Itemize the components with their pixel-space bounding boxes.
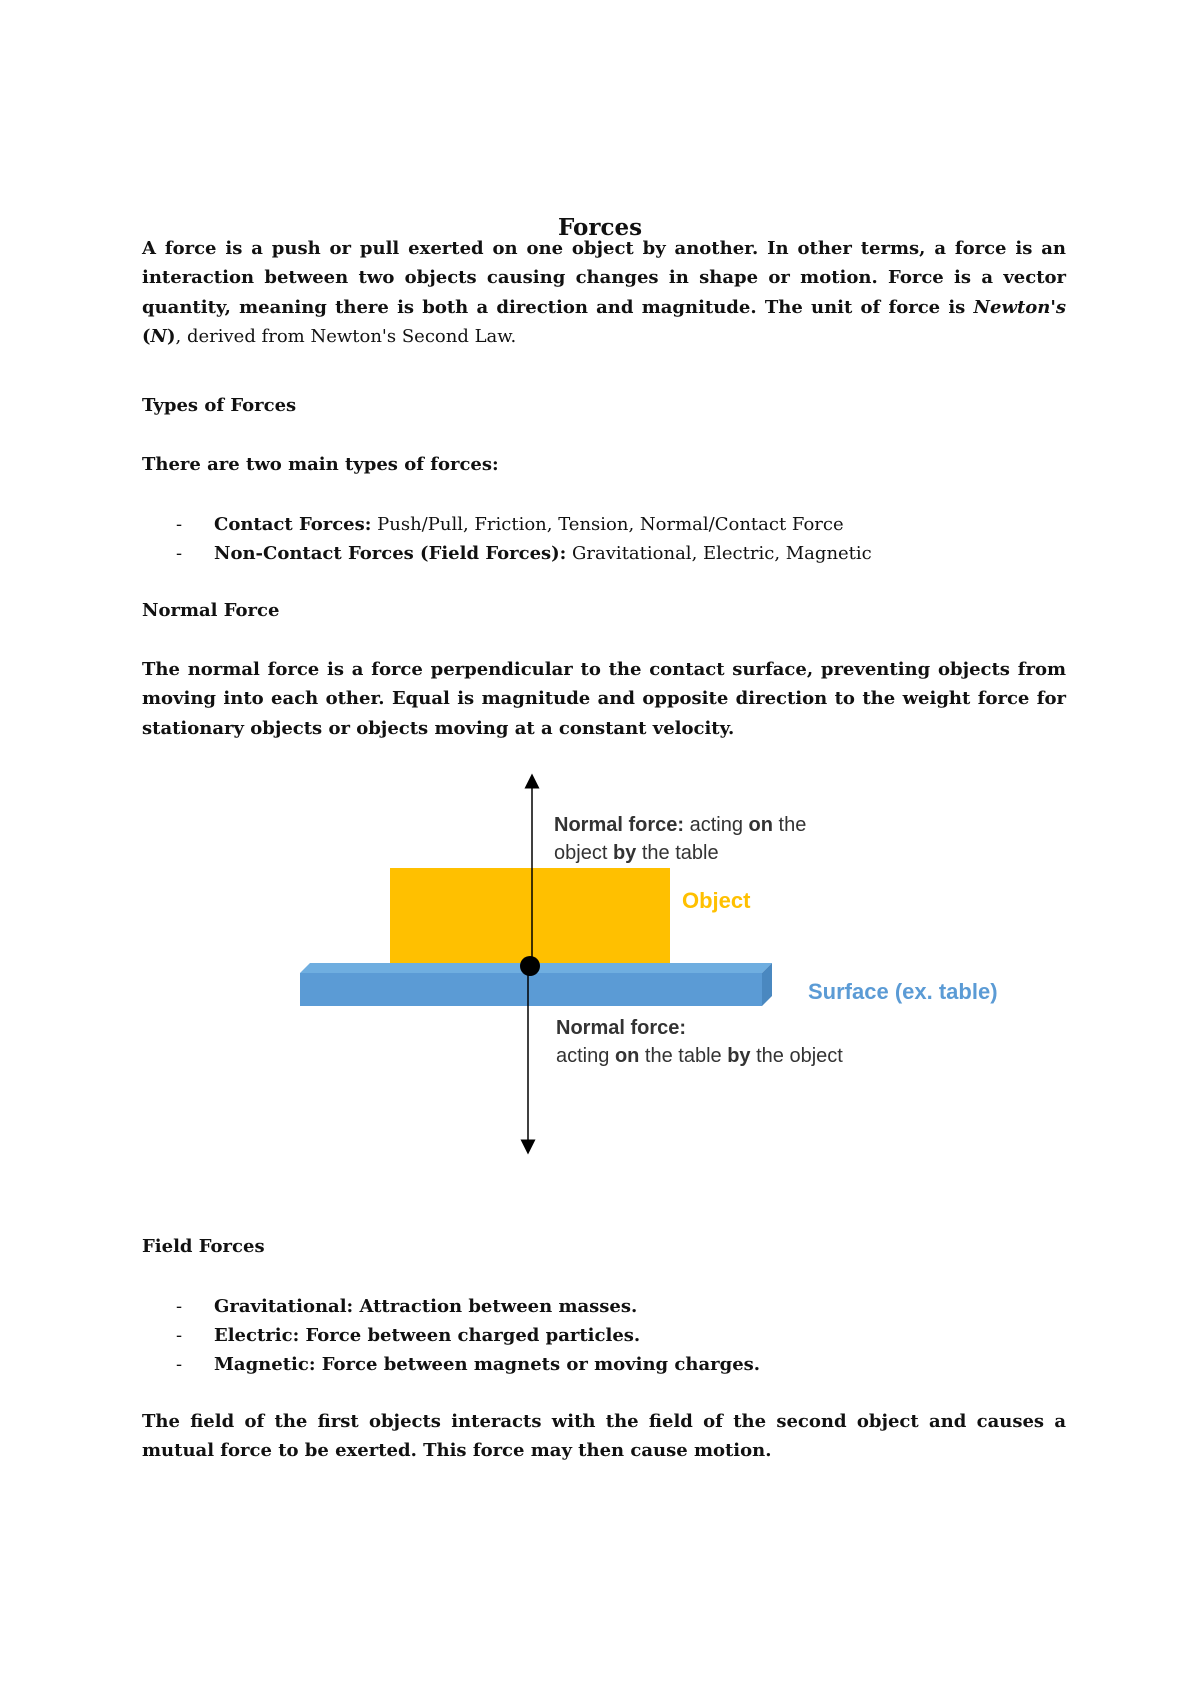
list-item-text: Gravitational, Electric, Magnetic [566, 543, 872, 564]
top-label-line1: Normal force: acting on the [554, 814, 807, 836]
intro-text-2: , derived from Newton's Second Law. [175, 325, 517, 347]
intro-text-1: A force is a push or pull exerted on one object by another. In other terms, a force is an interaction between two objects causing changes in shape or motion. Force is a vector quantity, meaning there is both a direction and magnitude. The unit of force is [142, 238, 1066, 318]
types-list [142, 510, 1066, 568]
unit-paren-close: ) [166, 325, 176, 347]
page-title: Forces [557, 214, 643, 241]
list-item-label: Non-Contact Forces (Field Forces): [214, 543, 567, 564]
top-label-line2: object by the table [554, 842, 719, 864]
list-item: - Gravitational: Attraction between masses. [176, 1296, 638, 1317]
field-heading: Field Forces [142, 1236, 265, 1257]
unit-name: Newton's [973, 296, 1066, 318]
list-item: - Electric: Force between charged particles. [176, 1325, 641, 1346]
field-list [142, 1292, 1066, 1379]
surface-front [300, 973, 762, 1006]
list-item: - Contact Forces: Push/Pull, Friction, Tension, Normal/Contact Force [176, 514, 844, 535]
normal-heading: Normal Force [142, 600, 280, 621]
object-label: Object [682, 888, 751, 913]
intro-paragraph [142, 234, 1066, 351]
list-item: - Magnetic: Force between magnets or moving charges. [176, 1354, 761, 1375]
types-heading: Types of Forces [142, 395, 297, 416]
bottom-label-line2: acting on the table by the object [556, 1045, 843, 1067]
list-item-text: Attraction between masses. [353, 1296, 638, 1317]
list-item-label: Electric: [214, 1325, 300, 1346]
closing-paragraph: The field of the first objects interacts with the field of the second object and causes a mutual force to be exerted. This force may then cause motion. [142, 1411, 1066, 1462]
bottom-label-line1: Normal force: [556, 1017, 687, 1039]
list-item-label: Gravitational: [214, 1296, 354, 1317]
list-item-text: Force between magnets or moving charges. [315, 1354, 761, 1375]
normal-paragraph: The normal force is a force perpendicular to the contact surface, preventing objects from moving into each other. Equal is magnitude and opposite direction to the weight force for stationary objects or objects moving at a constant velocity. [142, 659, 1066, 739]
list-item-text: Force between charged particles. [299, 1325, 641, 1346]
unit-symbol: N [150, 325, 167, 347]
normal-force-diagram [290, 770, 1030, 1170]
surface-label: Surface (ex. table) [808, 979, 998, 1004]
list-item-label: Magnetic: [214, 1354, 316, 1375]
list-item-text: Push/Pull, Friction, Tension, Normal/Contact Force [371, 514, 844, 535]
list-item: - Non-Contact Forces (Field Forces): Gravitational, Electric, Magnetic [176, 543, 872, 564]
unit-paren-open: ( [142, 325, 151, 347]
types-intro: There are two main types of forces: [142, 454, 499, 475]
list-item-label: Contact Forces: [214, 514, 372, 535]
contact-point [520, 956, 540, 976]
